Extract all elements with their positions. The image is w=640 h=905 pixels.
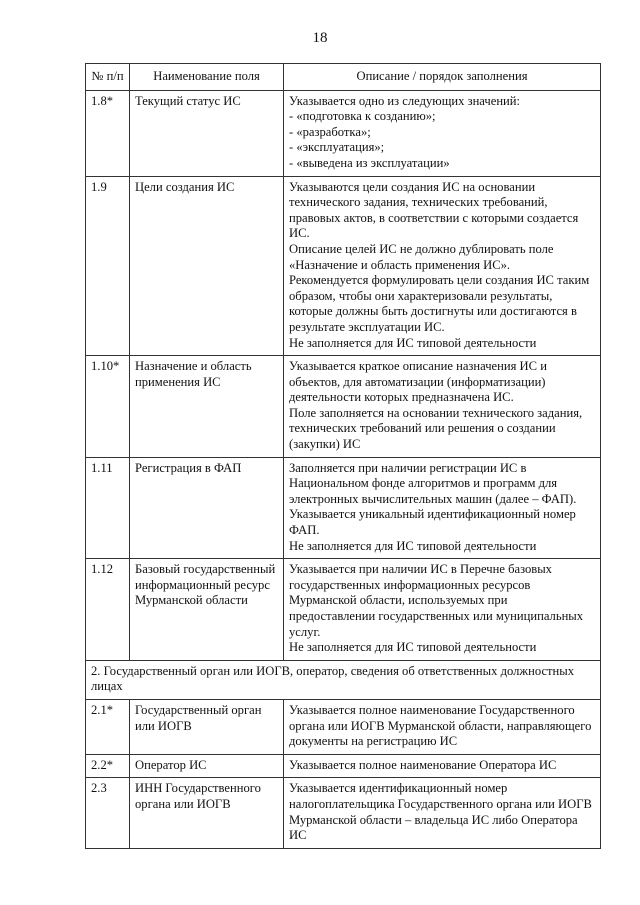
- desc-line: Указывается уникальный идентификационный номер ФАП.: [289, 507, 576, 538]
- table-row: [86, 778, 601, 848]
- header-num: № п/п: [86, 64, 130, 91]
- row-num: 2.1*: [86, 699, 130, 754]
- row-num: 2.3: [86, 778, 130, 848]
- desc-line: Указывается идентификационный номер налогоплательщика Государственного органа или ИОГВ Мурманской области – владельца ИС либо Оператора ИС: [289, 781, 592, 843]
- desc-line: Поле заполняется на основании технического задания, технических требований или решения о создании (закупки) ИС: [289, 405, 583, 452]
- row-desc: [284, 559, 601, 661]
- row-field: Назначение и область применения ИС: [130, 356, 284, 458]
- desc-line: Указываются цели создания ИС на основании технического задания, технических требований, правовых актов, в соответствии с которыми создается ИС.: [289, 179, 579, 241]
- desc-line: - «подготовка к созданию»;: [289, 109, 436, 124]
- row-field: ИНН Государственного органа или ИОГВ: [130, 778, 284, 848]
- desc-line: Рекомендуется формулировать цели создания ИС таким образом, чтобы они характеризовали результаты, которые должны быть достигнуты или достигаются в результате эксплуатации ИС.: [289, 273, 590, 334]
- desc-line: Указывается полное наименование Оператора ИС: [289, 757, 557, 772]
- row-desc: [284, 778, 601, 848]
- fields-table: [85, 63, 601, 849]
- desc-line: - «разработка»;: [289, 124, 371, 139]
- row-num: 1.9: [86, 176, 130, 356]
- row-desc: [284, 90, 601, 176]
- row-field: Цели создания ИС: [130, 176, 284, 356]
- table-row: [86, 699, 601, 754]
- header-field: Наименование поля: [130, 64, 284, 91]
- row-desc: [284, 176, 601, 356]
- row-field: Оператор ИС: [130, 754, 284, 778]
- row-num: 1.11: [86, 457, 130, 559]
- desc-line: Заполняется при наличии регистрации ИС в Национальном фонде алгоритмов и программ для электронных вычислительных машин (далее – ФАП).: [289, 460, 577, 506]
- desc-line: Не заполняется для ИС типовой деятельности: [289, 640, 537, 655]
- desc-line: Указывается одно из следующих значений:: [289, 93, 521, 108]
- table-row: [86, 176, 601, 356]
- row-field: Государственный орган или ИОГВ: [130, 699, 284, 754]
- header-desc: Описание / порядок заполнения: [284, 64, 601, 91]
- row-field: Текущий статус ИС: [130, 90, 284, 176]
- table-header-row: [86, 64, 601, 91]
- desc-line: - «выведена из эксплуатации»: [289, 155, 450, 170]
- table-row: [86, 754, 601, 778]
- desc-line: Описание целей ИС не должно дублировать поле «Назначение и область применения ИС».: [289, 241, 554, 272]
- desc-line: - «эксплуатация»;: [289, 140, 385, 155]
- row-desc: [284, 754, 601, 778]
- row-desc: [284, 699, 601, 754]
- table-row: [86, 559, 601, 661]
- row-field: Регистрация в ФАП: [130, 457, 284, 559]
- row-num: 1.8*: [86, 90, 130, 176]
- row-field: Базовый государственный информационный ресурс Мурманской области: [130, 559, 284, 661]
- desc-line: Указывается полное наименование Государственного органа или ИОГВ Мурманской области, направляющего документы на регистрацию ИС: [289, 702, 592, 749]
- row-desc: [284, 457, 601, 559]
- table-row: [86, 457, 601, 559]
- row-num: 1.12: [86, 559, 130, 661]
- row-num: 2.2*: [86, 754, 130, 778]
- section-title: 2. Государственный орган или ИОГВ, оператор, сведения об ответственных должностных лицах: [86, 660, 601, 699]
- desc-line: Указывается при наличии ИС в Перечне базовых государственных информационных ресурсов Мурманской области, используемых при предоставлении государственных или муниципальных услуг.: [289, 562, 584, 639]
- section-row: [86, 660, 601, 699]
- desc-line: Не заполняется для ИС типовой деятельности: [289, 538, 537, 553]
- table-row: [86, 90, 601, 176]
- page-number: 18: [312, 30, 328, 46]
- row-desc: [284, 356, 601, 458]
- desc-line: Указывается краткое описание назначения ИС и объектов, для автоматизации (информатизации) деятельности которых предназначена ИС.: [289, 359, 547, 405]
- desc-line: Не заполняется для ИС типовой деятельности: [289, 335, 537, 350]
- table-row: [86, 356, 601, 458]
- row-num: 1.10*: [86, 356, 130, 458]
